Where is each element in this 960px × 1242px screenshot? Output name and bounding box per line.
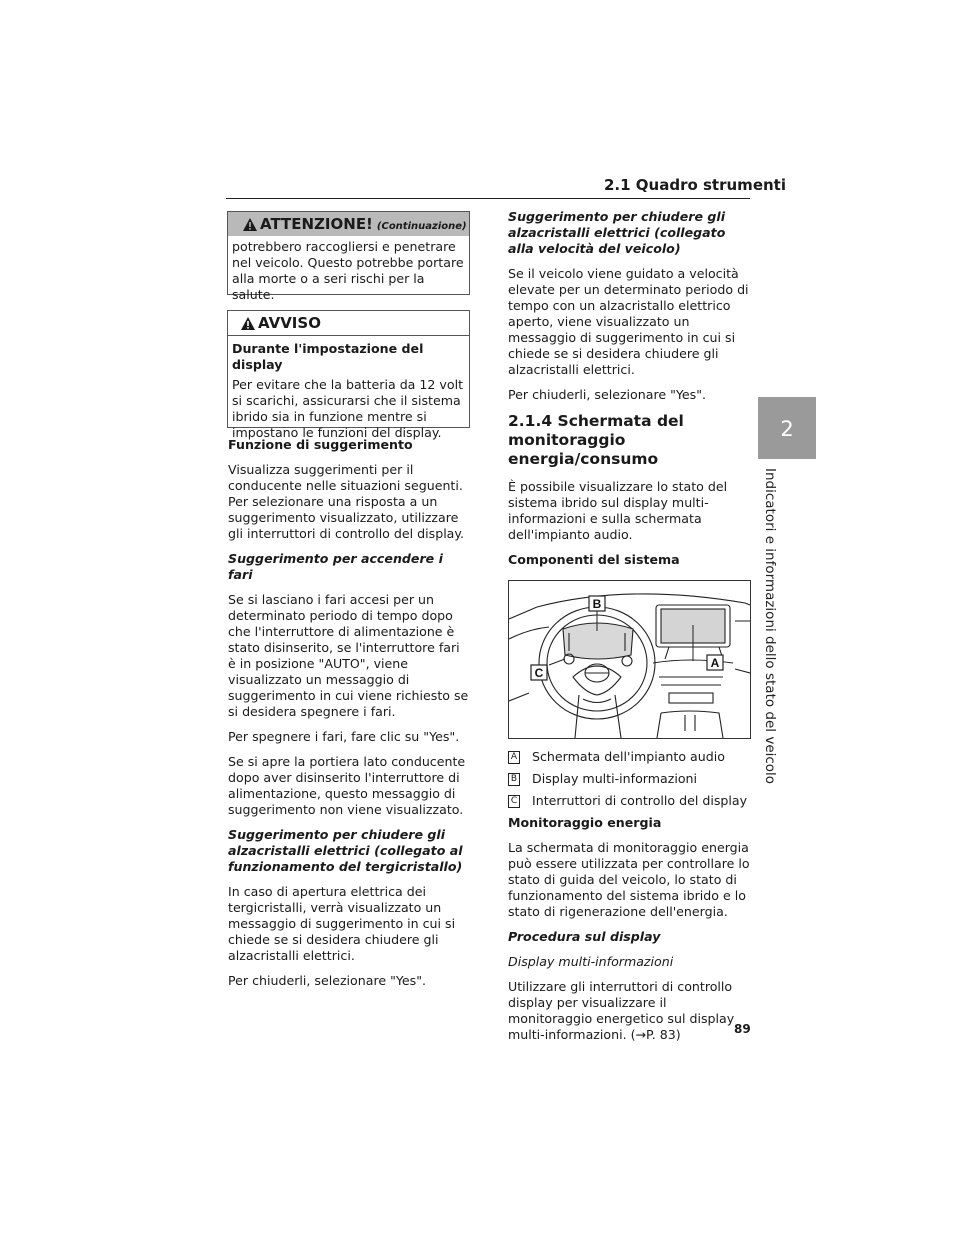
para-intro: È possibile visualizzare lo stato del sistema ibrido sul display multi-informazioni e sulla schermata dell'impianto audio. <box>508 479 728 542</box>
chapter-tab <box>758 397 816 459</box>
heading-suggestion: Funzione di suggerimento <box>228 437 413 452</box>
dashboard-illustration <box>509 581 750 738</box>
heading-components: Componenti del sistema <box>508 552 680 567</box>
notice-body <box>232 341 464 445</box>
legend-a <box>508 749 753 765</box>
left-column <box>228 437 470 998</box>
attention-continued: (Continuazione) <box>376 221 467 232</box>
heading-windows-speed: Suggerimento per chiudere gli alzacristalli elettrici (collegato alla velocità del veicolo) <box>508 209 726 256</box>
notice-title: AVVISO <box>258 314 321 332</box>
legend-key-c: C <box>508 795 520 808</box>
warning-triangle-icon <box>240 316 256 331</box>
para-mid: Utilizzare gli interruttori di controllo display per visualizzare il monitoraggio energetico sul display multi-informazioni. (→P. 83) <box>508 979 735 1042</box>
figure-label-a: A <box>710 656 720 670</box>
chapter-title: Indicatori e informazioni dello stato del veicolo <box>762 468 778 785</box>
attention-header <box>228 212 469 236</box>
heading-windows-wiper: Suggerimento per chiudere gli alzacristalli elettrici (collegato al funzionamento del tergicristallo) <box>228 827 463 874</box>
heading-energy: Monitoraggio energia <box>508 815 662 830</box>
figure-label-c: C <box>534 666 544 680</box>
page-number: 89 <box>734 1022 751 1036</box>
attention-title-wrap <box>242 215 467 233</box>
chapter-number: 2 <box>780 417 794 441</box>
legend-key-a: A <box>508 751 520 764</box>
notice-subtitle: Durante l'impostazione del display <box>232 341 424 372</box>
figure-label-b: B <box>592 597 602 611</box>
notice-box <box>227 310 470 440</box>
attention-text: potrebbero raccogliersi e penetrare nel veicolo. Questo potrebbe portare alla morte o a seri rischi per la salute. <box>232 239 464 302</box>
para-energy: La schermata di monitoraggio energia può essere utilizzata per controllare lo stato di guida del veicolo, lo stato di funzionamento del sistema ibrido e lo stato di rigenerazione dell'energia. <box>508 840 750 919</box>
heading-lights: Suggerimento per accendere i fari <box>228 551 443 582</box>
para-lights-1: Se si lasciano i fari accesi per un determinato periodo di tempo dopo che l'interruttore di alimentazione è stato disinserito, se l'interruttore fari è in posizione "AUTO", viene visualizzato un messaggio di suggerimento in cui viene richiesto se si desidera spegnere i fari. <box>228 592 469 719</box>
attention-box <box>227 211 470 302</box>
legend-text-a: Schermata dell'impianto audio <box>532 749 725 764</box>
legend-b <box>508 771 753 787</box>
legend-key-b: B <box>508 773 520 786</box>
legend-text-b: Display multi-informazioni <box>532 771 698 786</box>
para-lights-2: Per spegnere i fari, fare clic su "Yes". <box>228 729 460 744</box>
para-close-2: Per chiuderli, selezionare "Yes". <box>508 387 707 402</box>
notice-title-wrap <box>240 314 321 332</box>
dashboard-figure <box>508 580 751 739</box>
section-title: 2.1.4 Schermata del monitoraggio energia/consumo <box>508 412 684 468</box>
right-column <box>508 209 753 1052</box>
notice-text: Per evitare che la batteria da 12 volt si scarichi, assicurarsi che il sistema ibrido sia in funzione mentre si impostano le funzioni del display. <box>232 377 464 440</box>
attention-title: ATTENZIONE! <box>260 215 373 233</box>
para-windows-speed: Se il veicolo viene guidato a velocità elevate per un determinato periodo di tempo con un alzacristallo elettrico aperto, viene visualizzato un messaggio di suggerimento in cui si chiede se si desidera chiudere gli alzacristalli elettrici. <box>508 266 749 377</box>
para-lights-3: Se si apre la portiera lato conducente dopo aver disinserito l'interruttore di alimentazione, questo messaggio di suggerimento non viene visualizzato. <box>228 754 466 817</box>
para-close-1: Per chiuderli, selezionare "Yes". <box>228 973 427 988</box>
header-rule <box>226 198 750 199</box>
para-windows-wiper: In caso di apertura elettrica dei tergicristalli, verrà visualizzato un messaggio di suggerimento in cui si chiede se si desidera chiudere gli alzacristalli elettrici. <box>228 884 456 963</box>
legend-text-c: Interruttori di controllo del display <box>532 793 748 808</box>
running-header: 2.1 Quadro strumenti <box>604 176 786 194</box>
heading-procedure: Procedura sul display <box>508 929 661 944</box>
notice-header <box>228 311 469 336</box>
warning-triangle-icon <box>242 217 258 232</box>
subheading-mid: Display multi-informazioni <box>508 954 674 969</box>
legend-c <box>508 793 753 809</box>
chapter-side-label <box>762 468 792 785</box>
para-suggestion: Visualizza suggerimenti per il conducente nelle situazioni seguenti. Per selezionare una risposta a un suggerimento visualizzato, utilizzare gli interruttori di controllo del display. <box>228 462 465 541</box>
